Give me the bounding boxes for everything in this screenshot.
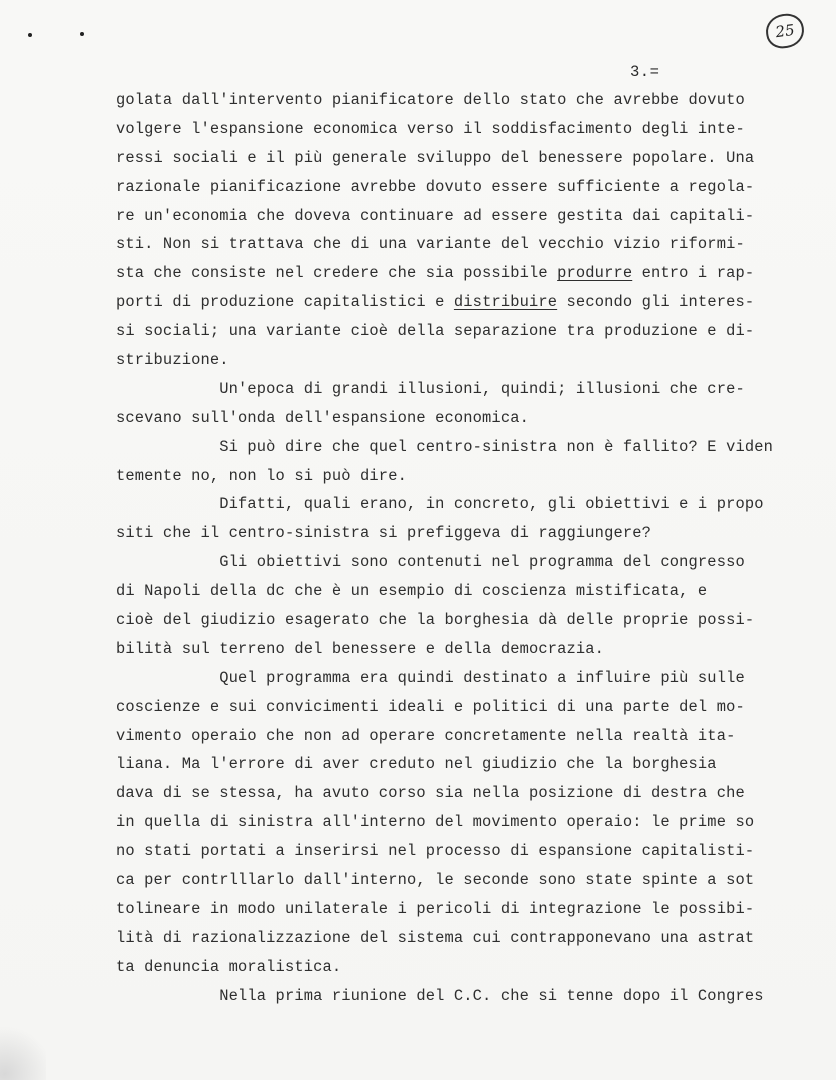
text-line-with-underline [116, 259, 796, 288]
text-line: sti. Non si trattava che di una variante del vecchio vizio riformi- [116, 235, 745, 254]
text-line: volgere l'espansione economica verso il soddisfacimento degli inte- [116, 119, 745, 138]
text-line: ressi sociali e il più generale sviluppo del benessere popolare. Una [116, 148, 755, 167]
text-line: golata dall'intervento pianificatore dello stato che avrebbe dovuto [116, 91, 745, 109]
text-line: scevano sull'onda dell'espansione economica. [116, 408, 529, 427]
text-line: Quel programma era quindi destinato a influire più sulle [116, 668, 745, 687]
text-line: ca per contrlllarlo dall'interno, le seconde sono state spinte a sot [116, 871, 755, 890]
text-line: ta denuncia moralistica. [116, 957, 342, 976]
text-line: lità di razionalizzazione del sistema cui contrapponevano una astrat [116, 928, 755, 947]
text-line: liana. Ma l'errore di aver creduto nel giudizio che la borghesia [116, 755, 717, 774]
text-line: in quella di sinistra all'interno del movimento operaio: le prime so [116, 813, 755, 832]
text-line: vimento operaio che non ad operare concretamente nella realtà ita- [116, 726, 736, 745]
punch-mark-right [80, 32, 84, 36]
text-line: siti che il centro-sinistra si prefiggeva di raggiungere? [116, 524, 651, 543]
text-line: bilità sul terreno del benessere e della democrazia. [116, 639, 605, 658]
scan-corner-smudge [0, 1020, 46, 1080]
text-line: di Napoli della dc che è un esempio di coscienza mistificata, e [116, 582, 708, 601]
text-line: coscienze e sui convicimenti ideali e politici di una parte del mo- [116, 697, 745, 716]
text-line: dava di se stessa, ha avuto corso sia nella posizione di destra che [116, 784, 745, 803]
text-segment: porti di produzione capitalistici e [116, 293, 454, 312]
text-segment: entro i rap- [632, 264, 755, 283]
text-line: Gli obiettivi sono contenuti nel programma del congresso [116, 553, 745, 572]
punch-mark-left [28, 33, 32, 37]
page-number: 3.= [630, 63, 660, 81]
handwritten-page-id: 25 [764, 12, 806, 51]
text-line: no stati portati a inserirsi nel processo di espansione capitalisti- [116, 842, 755, 861]
text-line: cioè del giudizio esagerato che la borghesia dà delle proprie possi- [116, 611, 755, 630]
text-line: Si può dire che quel centro-sinistra non è fallito? E viden [116, 437, 774, 456]
text-line: temente no, non lo si può dire. [116, 466, 407, 485]
text-line: Nella prima riunione del C.C. che si tenne dopo il Congres [116, 986, 764, 1005]
text-line: re un'economia che doveva continuare ad essere gestita dai capitali- [116, 206, 755, 225]
underlined-word-distribuire: distribuire [453, 293, 558, 312]
underlined-word-produrre: produrre [557, 264, 633, 283]
text-segment: sta che consiste nel credere che sia possibile [116, 264, 558, 283]
text-line: Difatti, quali erano, in concreto, gli obiettivi e i propo [116, 495, 764, 514]
text-line: Un'epoca di grandi illusioni, quindi; illusioni che cre- [116, 379, 745, 398]
text-line: razionale pianificazione avrebbe dovuto essere sufficiente a regola- [116, 177, 755, 196]
text-segment: secondo gli interes- [557, 293, 755, 312]
text-line-with-underline [116, 288, 796, 317]
text-line: tolineare in modo unilaterale i pericoli di integrazione le possibi- [116, 899, 755, 918]
text-line: stribuzione. [116, 351, 229, 370]
body-text [116, 86, 796, 1011]
text-line: si sociali; una variante cioè della separazione tra produzione e di- [116, 322, 755, 341]
